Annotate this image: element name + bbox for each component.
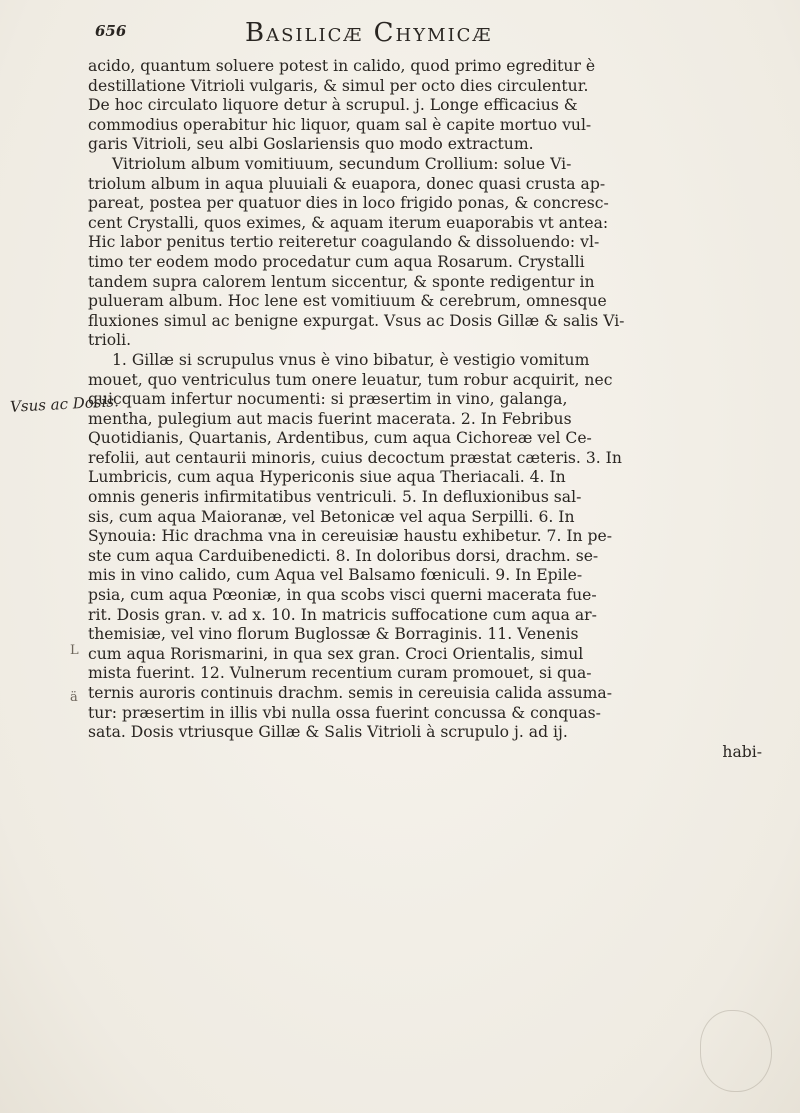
- text-line: timo ter eodem modo procedatur cum aqua Rosarum. Crystalli: [88, 252, 585, 271]
- margin-mark: ä: [70, 690, 78, 705]
- text-line: De hoc circulato liquore detur à scrupul. j. Longe efficacius &: [88, 96, 578, 115]
- text-line: mista fuerint. 12. Vulnerum recentium curam promouet, si qua-: [88, 664, 592, 683]
- text-line: trioli.: [88, 331, 132, 350]
- text-line: Vitriolum album vomitiuum, secundum Crollium: solue Vi-: [112, 154, 572, 173]
- text-line: mouet, quo ventriculus tum onere leuatur, tum robur acquirit, nec: [88, 370, 613, 389]
- text-line: quicquam infertur nocumenti: si præsertim in vino, galanga,: [88, 390, 568, 409]
- text-line: destillatione Vitrioli vulgaris, & simul per octo dies circulentur.: [88, 76, 589, 95]
- text-line: cum aqua Rorismarini, in qua sex gran. Croci Orientalis, simul: [88, 644, 584, 663]
- text-line: tandem supra calorem lentum siccentur, & sponte redigentur in: [88, 272, 595, 291]
- text-line: cent Crystalli, quos eximes, & aquam iterum euaporabis vt antea:: [88, 213, 609, 232]
- text-line: psia, cum aqua Pœoniæ, in qua scobs visci querni macerata fue-: [88, 586, 597, 605]
- text-line: rit. Dosis gran. v. ad x. 10. In matricis suffocatione cum aqua ar-: [88, 605, 597, 624]
- page-header: [95, 18, 760, 58]
- running-title: Basilicæ Chymicæ: [245, 18, 493, 48]
- text-line: pareat, postea per quatuor dies in loco frigido ponas, & concresc-: [88, 194, 609, 213]
- text-line: themisiæ, vel vino florum Buglossæ & Borraginis. 11. Venenis: [88, 625, 579, 644]
- text-line: Synouia: Hic drachma vna in cereuisiæ haustu exhibetur. 7. In pe-: [88, 527, 613, 546]
- margin-note: Vsus ac Dosis.: [9, 392, 120, 416]
- text-line: pulueram album. Hoc lene est vomitiuum & cerebrum, omnesque: [88, 292, 607, 311]
- catchword: habi-: [722, 742, 762, 761]
- text-line: fluxiones simul ac benigne expurgat. Vsus ac Dosis Gillæ & salis Vi-: [88, 311, 625, 330]
- text-line: ste cum aqua Carduibenedicti. 8. In doloribus dorsi, drachm. se-: [88, 546, 599, 565]
- text-line: commodius operabitur hic liquor, quam sal è capite mortuo vul-: [88, 115, 592, 134]
- margin-mark: L: [70, 643, 79, 658]
- text-line: triolum album in aqua pluuiali & euapora, donec quasi crusta ap-: [88, 174, 606, 193]
- page-number: 656: [95, 22, 127, 40]
- paper-stain: [700, 1010, 772, 1092]
- text-line: garis Vitrioli, seu albi Goslariensis quo modo extractum.: [88, 135, 534, 154]
- text-line: sis, cum aqua Maioranæ, vel Betonicæ vel aqua Serpilli. 6. In: [88, 507, 575, 526]
- text-line: sata. Dosis vtriusque Gillæ & Salis Vitrioli à scrupulo j. ad ij.: [88, 723, 568, 742]
- text-line: tur: præsertim in illis vbi nulla ossa fuerint concussa & conquas-: [88, 703, 601, 722]
- text-line: ternis auroris continuis drachm. semis in cereuisia calida assuma-: [88, 684, 612, 702]
- body-text: [88, 57, 778, 762]
- text-line: mentha, pulegium aut macis fuerint macerata. 2. In Febribus: [88, 409, 572, 428]
- text-line: acido, quantum soluere potest in calido, quod primo egreditur è: [88, 57, 596, 75]
- text-line: refolii, aut centaurii minoris, cuius decoctum præstat cæteris. 3. In: [88, 448, 622, 467]
- text-line: omnis generis infirmitatibus ventriculi. 5. In defluxionibus sal-: [88, 488, 582, 507]
- text-line: Quotidianis, Quartanis, Ardentibus, cum aqua Cichoreæ vel Ce-: [88, 429, 592, 448]
- text-line: mis in vino calido, cum Aqua vel Balsamo fœniculi. 9. In Epile-: [88, 566, 583, 585]
- text-line: Hic labor penitus tertio reiteretur coagulando & dissoluendo: vl-: [88, 233, 600, 252]
- text-line: 1. Gillæ si scrupulus vnus è vino bibatur, è vestigio vomitum: [112, 350, 590, 369]
- text-line: Lumbricis, cum aqua Hypericonis siue aqua Theriacali. 4. In: [88, 468, 566, 487]
